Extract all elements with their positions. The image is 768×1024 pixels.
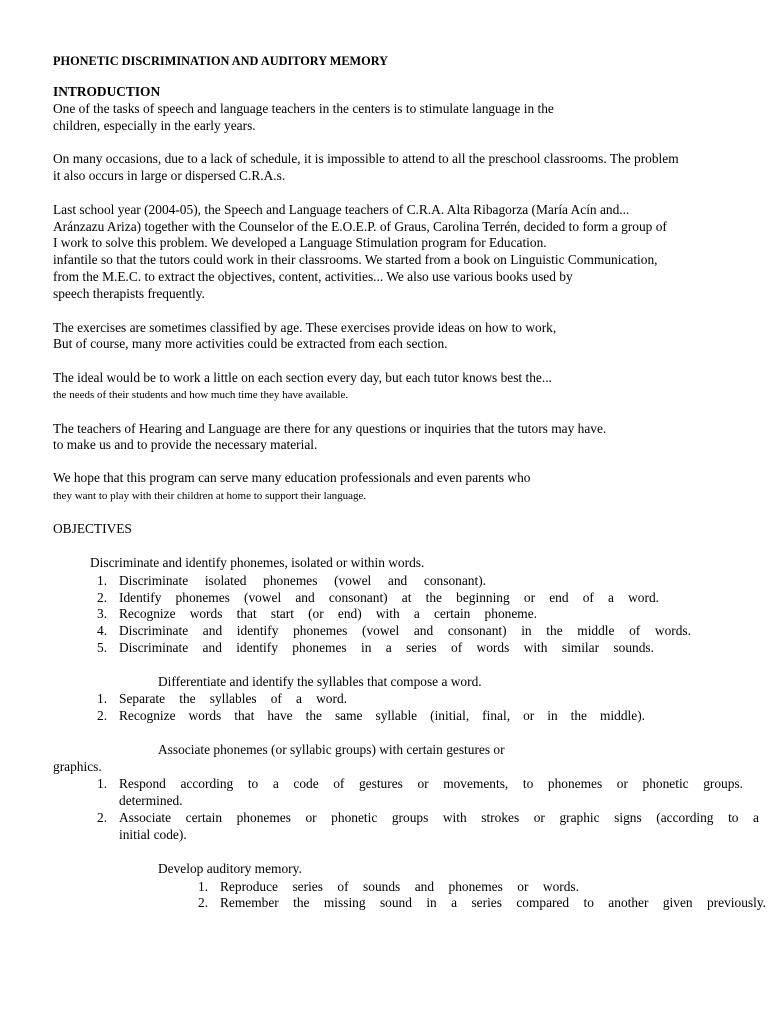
objectives-heading: OBJECTIVES xyxy=(53,521,132,536)
list-number: 1. xyxy=(198,879,209,894)
list-item: Reproduce series of sounds and phonemes or words. xyxy=(220,879,579,894)
paragraph-line: speech therapists frequently. xyxy=(53,286,205,301)
paragraph-line: I work to solve this problem. We developed a Language Stimulation program for Education. xyxy=(53,235,547,250)
objective-group-heading xyxy=(144,861,302,877)
list-number: 2. xyxy=(97,708,108,723)
paragraph-line: from the M.E.C. to extract the objectives, content, activities... We also use various books used by xyxy=(53,269,573,284)
list-number: 2. xyxy=(97,810,108,825)
list-number: 1. xyxy=(97,776,108,791)
list-item-cont: initial code). xyxy=(119,827,187,842)
paragraph-line: to make us and to provide the necessary material. xyxy=(53,437,318,452)
document-title: PHONETIC DISCRIMINATION AND AUDITORY MEMORY xyxy=(53,54,389,68)
paragraph-line: they want to play with their children at home to support their language. xyxy=(53,490,367,502)
paragraph-line: We hope that this program can serve many education professionals and even parents who xyxy=(53,470,531,485)
list-item: Remember the missing sound in a series compared to another given previously. xyxy=(220,895,766,910)
objective-group-text: Differentiate and identify the syllables that compose a word. xyxy=(158,674,482,689)
paragraph-line: But of course, many more activities could be extracted from each section. xyxy=(53,336,448,351)
paragraph-line: children, especially in the early years. xyxy=(53,118,256,133)
list-item: Respond according to a code of gestures or movements, to phonemes or phonetic groups. xyxy=(119,776,743,791)
paragraph-line: The teachers of Hearing and Language are there for any questions or inquiries that the tutors may have. xyxy=(53,421,607,436)
list-number: 1. xyxy=(97,573,108,588)
paragraph-line: the needs of their students and how much time they have available. xyxy=(53,389,349,401)
paragraph-line: One of the tasks of speech and language teachers in the centers is to stimulate language in the xyxy=(53,101,554,116)
introduction-heading: INTRODUCTION xyxy=(53,84,161,99)
list-number: 1. xyxy=(97,691,108,706)
paragraph-line: Last school year (2004-05), the Speech and Language teachers of C.R.A. Alta Ribagorza (María Acín and... xyxy=(53,202,630,217)
list-item: Discriminate isolated phonemes (vowel and consonant). xyxy=(119,573,486,588)
paragraph-line: On many occasions, due to a lack of schedule, it is impossible to attend to all the preschool classrooms. The problem xyxy=(53,151,679,166)
list-item: Recognize words that start (or end) with a certain phoneme. xyxy=(119,606,537,621)
objective-group-text: Discriminate and identify phonemes, isolated or within words. xyxy=(90,555,425,570)
list-item: Discriminate and identify phonemes in a series of words with similar sounds. xyxy=(119,640,654,655)
paragraph-line: The ideal would be to work a little on each section every day, but each tutor knows best the... xyxy=(53,370,552,385)
list-item: Associate certain phonemes or phonetic groups with strokes or graphic signs (according to a xyxy=(119,810,759,825)
list-item-cont: determined. xyxy=(119,793,183,808)
list-item: Discriminate and identify phonemes (vowel and consonant) in the middle of words. xyxy=(119,623,691,638)
objective-group-heading xyxy=(76,555,424,571)
objective-group-heading xyxy=(144,674,482,690)
paragraph-line: Aránzazu Ariza) together with the Counselor of the E.O.E.P. of Graus, Carolina Terrén, decided to form a group of xyxy=(53,219,667,234)
list-number: 3. xyxy=(97,606,108,621)
objective-group-text: Associate phonemes (or syllabic groups) with certain gestures or xyxy=(158,742,505,757)
list-item: Separate the syllables of a word. xyxy=(119,691,347,706)
objective-group-text: Develop auditory memory. xyxy=(158,861,302,876)
paragraph-line: The exercises are sometimes classified by age. These exercises provide ideas on how to work, xyxy=(53,320,557,335)
objective-group-text-cont: graphics. xyxy=(53,759,102,774)
list-number: 4. xyxy=(97,623,108,638)
list-item: Recognize words that have the same syllable (initial, final, or in the middle). xyxy=(119,708,645,723)
list-number: 5. xyxy=(97,640,108,655)
paragraph-line: it also occurs in large or dispersed C.R.A.s. xyxy=(53,168,286,183)
list-number: 2. xyxy=(97,590,108,605)
list-number: 2. xyxy=(198,895,209,910)
objective-group-heading xyxy=(144,742,505,758)
paragraph-line: infantile so that the tutors could work in their classrooms. We started from a book on Linguistic Communication, xyxy=(53,252,658,267)
list-item: Identify phonemes (vowel and consonant) at the beginning or end of a word. xyxy=(119,590,659,605)
